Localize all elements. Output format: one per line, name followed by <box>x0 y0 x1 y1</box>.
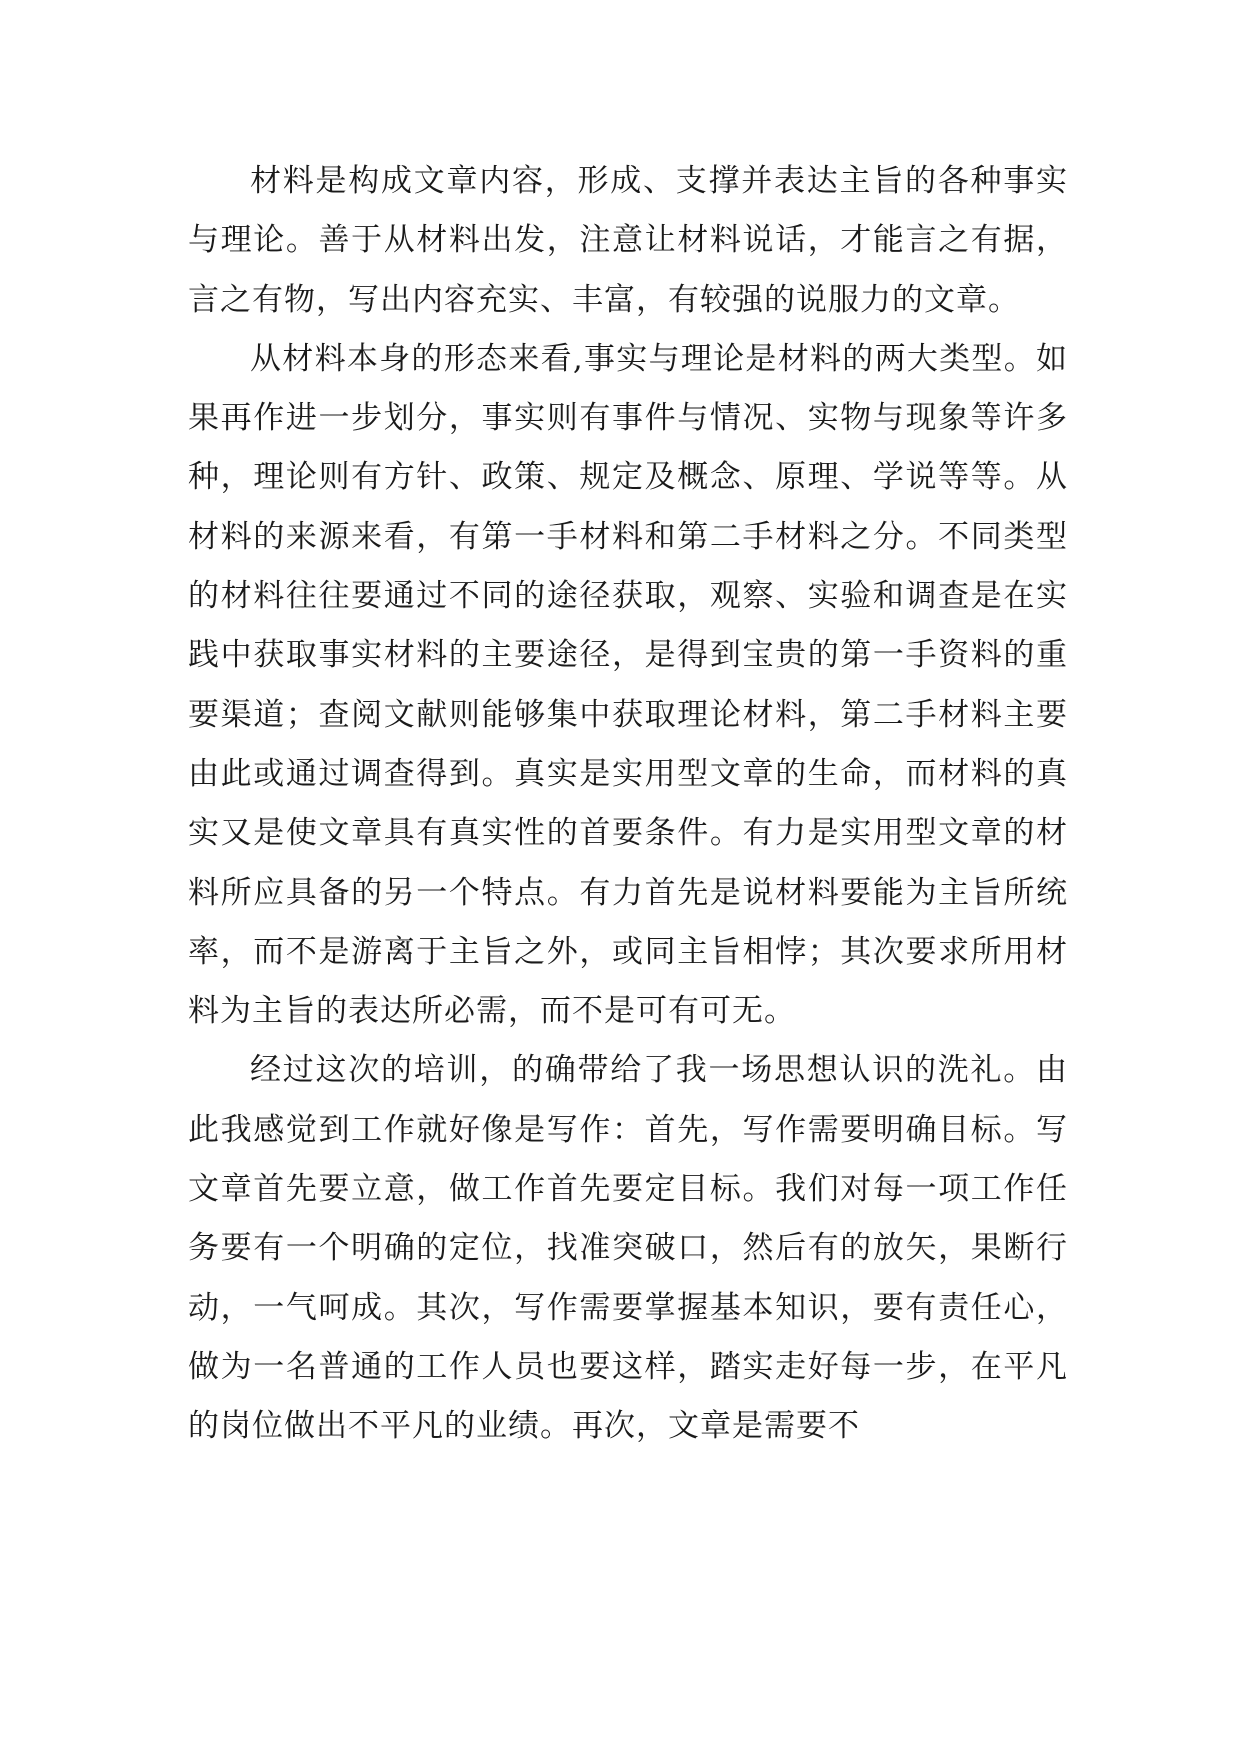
paragraph-materials-types: 从材料本身的形态来看,事实与理论是材料的两大类型。如果再作进一步划分，事实则有事件与情况、实物与现象等许多种，理论则有方针、政策、规定及概念、原理、学说等等。从材料的来源来看，有第一手材料和第二手材料之分。不同类型的材料往往要通过不同的途径获取，观察、实验和调查是在实践中获取事实材料的主要途径，是得到宝贵的第一手资料的重要渠道；查阅文献则能够集中获取理论材料，第二手材料主要由此或通过调查得到。真实是实用型文章的生命，而材料的真实又是使文章具有真实性的首要条件。有力是实用型文章的材料所应具备的另一个特点。有力首先是说材料要能为主旨所统率，而不是游离于主旨之外，或同主旨相悖；其次要求所用材料为主旨的表达所必需，而不是可有可无。 <box>188 340 1068 1030</box>
document-body <box>188 152 1068 1457</box>
paragraph-materials-definition: 材料是构成文章内容，形成、支撑并表达主旨的各种事实与理论。善于从材料出发，注意让材料说话，才能言之有据，言之有物，写出内容充实、丰富，有较强的说服力的文章。 <box>188 163 1068 318</box>
paragraph-training-reflection: 经过这次的培训，的确带给了我一场思想认识的洗礼。由此我感觉到工作就好像是写作：首先，写作需要明确目标。写文章首先要立意，做工作首先要定目标。我们对每一项工作任务要有一个明确的定位，找准突破口，然后有的放矢，果断行动，一气呵成。其次，写作需要掌握基本知识，要有责任心，做为一名普通的工作人员也要这样，踏实走好每一步，在平凡的岗位做出不平凡的业绩。再次，文章是需要不 <box>188 1052 1068 1445</box>
